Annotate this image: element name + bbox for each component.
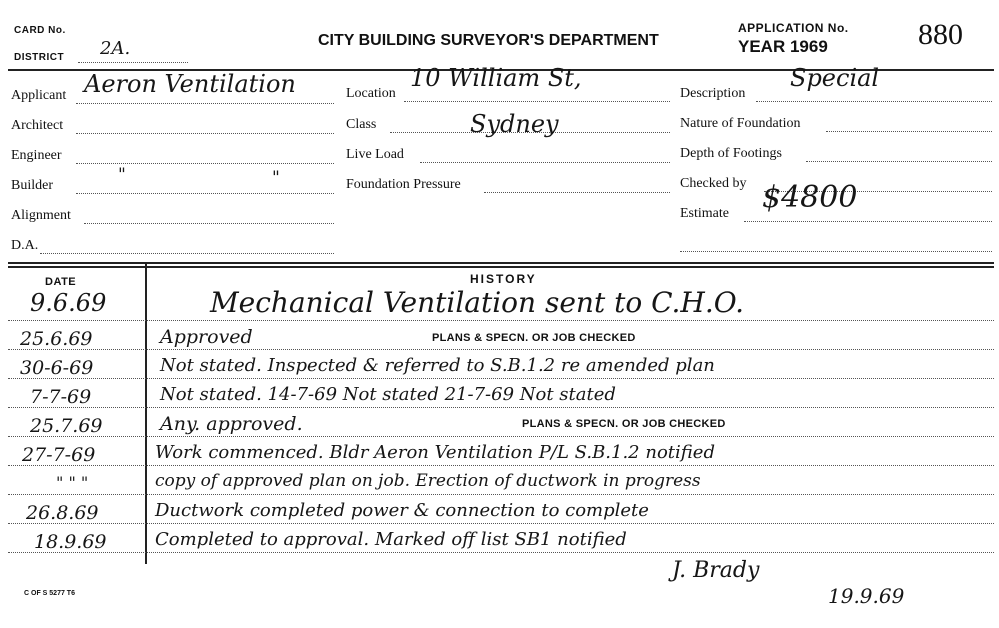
foundation-pressure-label: Foundation Pressure	[346, 177, 461, 192]
row-rule	[8, 407, 994, 408]
history-header: HISTORY	[470, 272, 537, 286]
alignment-dotted-line	[84, 223, 334, 224]
application-no-label: APPLICATION No.	[738, 21, 849, 35]
location-dotted-line	[404, 101, 670, 102]
district-label: DISTRICT	[14, 52, 65, 63]
history-date: 30-6-69	[20, 357, 94, 379]
depth-dotted-line	[806, 161, 992, 162]
department-title: CITY BUILDING SURVEYOR'S DEPARTMENT	[318, 32, 659, 49]
live-load-label: Live Load	[346, 147, 404, 162]
extra-dotted-line	[680, 251, 992, 252]
row-rule	[8, 320, 994, 321]
builder-dotted-line	[76, 193, 334, 194]
date-header: DATE	[45, 276, 77, 288]
da-label: D.A.	[11, 238, 39, 253]
class-label: Class	[346, 117, 377, 132]
estimate-value: $4800	[762, 180, 858, 215]
signature-date: 19.9.69	[828, 584, 905, 608]
history-top-rule	[8, 262, 994, 264]
history-date: 26.8.69	[26, 502, 99, 524]
da-dotted-line	[40, 253, 334, 254]
nature-of-foundation-label: Nature of Foundation	[680, 116, 801, 131]
plans-checked-stamp: PLANS & SPECN. OR JOB CHECKED	[522, 418, 726, 430]
applicant-label: Applicant	[11, 88, 67, 103]
history-date: 27-7-69	[22, 444, 96, 466]
application-number: 880	[918, 18, 963, 51]
date-column-divider	[145, 264, 147, 564]
applicant-value: Aeron Ventilation	[84, 70, 296, 98]
engineer-label: Engineer	[11, 148, 62, 163]
row-rule	[8, 349, 994, 350]
checked-by-label: Checked by	[680, 176, 747, 191]
district-dotted-line	[78, 62, 188, 63]
description-dotted-line	[756, 101, 992, 102]
history-date: 25.6.69	[20, 328, 93, 350]
builder-ditto-1: "	[118, 165, 126, 185]
builder-ditto-2: "	[272, 168, 280, 188]
district-value: 2A.	[100, 38, 131, 59]
history-text: Mechanical Ventilation sent to C.H.O.	[210, 286, 744, 319]
description-label: Description	[680, 86, 746, 101]
history-date: 25.7.69	[30, 415, 103, 437]
row-rule	[8, 465, 994, 466]
inspector-signature: J. Brady	[672, 558, 760, 583]
nature-dotted-line	[826, 131, 992, 132]
estimate-dotted-line	[744, 221, 992, 222]
plans-checked-stamp: PLANS & SPECN. OR JOB CHECKED	[432, 332, 636, 344]
class-value: Sydney	[470, 110, 559, 138]
history-text: Work commenced. Bldr Aeron Ventilation P/L S.B.1.2 notified	[155, 442, 715, 463]
estimate-label: Estimate	[680, 206, 729, 221]
architect-dotted-line	[76, 133, 334, 134]
history-date: 7-7-69	[30, 386, 92, 408]
history-date: 18.9.69	[34, 531, 107, 553]
row-rule	[8, 494, 994, 495]
depth-of-footings-label: Depth of Footings	[680, 146, 782, 161]
location-label: Location	[346, 86, 396, 101]
card-no-label: CARD No.	[14, 25, 66, 36]
history-text: Ductwork completed power & connection to complete	[155, 500, 649, 521]
foundation-pressure-dotted-line	[484, 192, 670, 193]
engineer-dotted-line	[76, 163, 334, 164]
applicant-dotted-line	[76, 103, 334, 104]
history-text: Any. approved.	[160, 413, 303, 435]
architect-label: Architect	[11, 118, 64, 133]
history-text: Completed to approval. Marked off list SB1 notified	[155, 529, 627, 550]
history-text: Not stated. Inspected & referred to S.B.1.2 re amended plan	[160, 355, 715, 376]
row-rule	[8, 523, 994, 524]
history-text: Approved	[160, 326, 253, 348]
alignment-label: Alignment	[11, 208, 71, 223]
builder-label: Builder	[11, 178, 53, 193]
history-date: 9.6.69	[30, 289, 107, 317]
form-code: C OF S 5277 T6	[24, 590, 75, 597]
live-load-dotted-line	[420, 162, 670, 163]
history-date: " " "	[56, 473, 89, 492]
row-rule	[8, 552, 994, 553]
row-rule	[8, 436, 994, 437]
history-text: Not stated. 14-7-69 Not stated 21-7-69 Not stated	[160, 384, 616, 405]
description-value: Special	[790, 64, 880, 92]
location-value: 10 William St,	[410, 64, 582, 92]
history-text: copy of approved plan on job. Erection of ductwork in progress	[155, 471, 701, 491]
history-top-rule-2	[8, 266, 994, 268]
year-label: YEAR 1969	[738, 37, 828, 56]
row-rule	[8, 378, 994, 379]
